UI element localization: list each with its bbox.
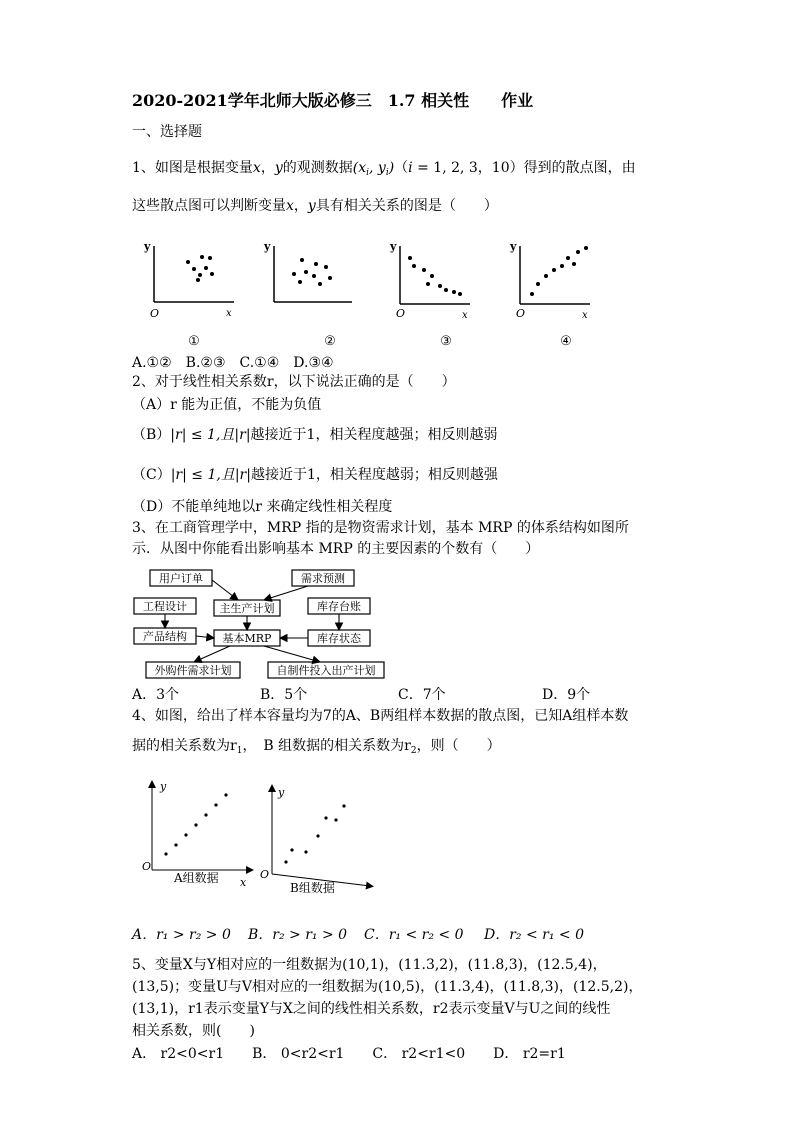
q3-stem-line1: 3、在工商管理学中，MRP 指的是物资需求计划，基本 MRP 的体系结构如图所 [132, 520, 629, 536]
q1-figure-2 [263, 240, 352, 302]
scatter-point [208, 256, 212, 260]
box-label: 基本MRP [222, 632, 272, 645]
box-label: 自制件投入出产计划 [276, 664, 376, 677]
arrow [264, 586, 308, 600]
scatter-point [284, 860, 287, 863]
q4-stem-line1: 4、如图，给出了样本容量均为7的A、B两组样本数据的散点图，已知A组样本数 [132, 708, 629, 724]
caption-a: A组数据 [174, 871, 219, 885]
caption-b: B组数据 [290, 881, 335, 895]
figure-label-1: ① [188, 334, 200, 349]
scatter-point [458, 292, 462, 296]
q4-option-b: B．r₂ > r₁ > 0 [248, 927, 348, 943]
axis-y-label: y [390, 240, 397, 253]
q1-stem-line1: 1、如图是根据变量x，y的观测数据($x_i$, $y_i)(i = 1$, 2, 3，10）得到的散点图，由 [132, 160, 636, 178]
box-label: 需求预测 [301, 572, 345, 585]
q4-stem-line2: 据的相关系数为$r_1$， B 组数据的相关系数为$r_2$，则（ ） [132, 738, 501, 756]
scatter-point [184, 833, 187, 836]
scatter-point [422, 268, 426, 272]
q4-figure-a [142, 780, 250, 889]
scatter-point [576, 250, 580, 254]
scatter-point [164, 852, 167, 855]
scatter-point [192, 267, 196, 271]
scatter-point [174, 843, 177, 846]
arrow [194, 646, 230, 662]
page-title: 2020-2021学年北师大版必修三 1.7 相关性 作业 [132, 91, 534, 110]
q2-stem: 2、对于线性相关系数r，以下说法正确的是（ ） [132, 374, 456, 390]
axis-x-label: x [462, 310, 468, 321]
q5-options: A． r2<0<r1 B． 0<r2<r1 C． r2<r1<0 D． r2=r1 [132, 1046, 566, 1062]
q5-stem-line4: 相关系数，则( ) [132, 1023, 255, 1039]
q3-option-c: C．7个 [398, 687, 446, 703]
q5-stem-line1: 5、变量X与Y相对应的一组数据为(10,1)，(11.3,2)，(11.8,3)，(12.5,4)， [132, 957, 607, 973]
scatter-point [300, 258, 304, 262]
figure-label-2: ② [324, 334, 336, 349]
q3-stem-line2: 示．从图中你能看出影响基本 MRP 的主要因素的个数有（ ） [132, 541, 540, 557]
arrow [212, 580, 238, 600]
q4-option-a: A．r₁ > r₂ > 0 [132, 927, 231, 943]
scatter-point [290, 848, 293, 851]
scatter-point [196, 278, 200, 282]
q2-option-a: （A）r 能为正值，不能为负值 [132, 397, 322, 413]
q1-options: A.①② B.②③ C.①④ D.③④ [132, 355, 334, 371]
axis-y-label: y [264, 240, 271, 253]
scatter-point [334, 818, 337, 821]
section-heading: 一、选择题 [132, 124, 202, 140]
arrow [196, 636, 214, 638]
axis-x-label: x [226, 308, 232, 319]
scatter-point [210, 272, 214, 276]
axis-y-label: y [144, 240, 151, 253]
box-label: 用户订单 [159, 572, 203, 585]
scatter-point [194, 823, 197, 826]
scatter-point [324, 265, 328, 269]
box-label: 工程设计 [143, 600, 187, 613]
scatter-point [304, 850, 307, 853]
scatter-point [566, 256, 570, 260]
scatter-point [214, 803, 217, 806]
scatter-point [224, 793, 227, 796]
scatter-point [318, 282, 322, 286]
box-label: 主生产计划 [219, 602, 275, 615]
q2-option-c: （C）|r| ≤ 1,且|r|越接近于1，相关程度越弱；相反则越强 [132, 467, 498, 483]
q5-stem-line3: (13,1)，r1表示变量Y与X之间的线性相关系数，r2表示变量V与U之间的线性 [132, 1001, 611, 1017]
scatter-point [584, 246, 588, 250]
q1-stem-line2: 这些散点图可以判断变量x，y具有相关关系的图是（ ） [132, 198, 498, 214]
scatter-point [200, 255, 204, 259]
q4-option-d: D．r₂ < r₁ < 0 [484, 927, 585, 943]
origin-label: O [150, 307, 160, 320]
box-label: 外购件需求计划 [154, 664, 232, 677]
scatter-point [530, 292, 534, 296]
scatter-point [314, 262, 318, 266]
scatter-point [438, 284, 442, 288]
q5-stem-line2: (13,5)；变量U与V相对应的一组数据为(10,5)，(11.3,4)，(11.8,3)，(12.5,2)， [132, 979, 643, 995]
q1-scatter-figures [130, 232, 610, 352]
q4-figure-b [260, 786, 370, 895]
scatter-point [328, 276, 332, 280]
q3-option-d: D．9个 [542, 687, 591, 703]
scatter-point [412, 264, 416, 268]
scatter-point [204, 813, 207, 816]
scatter-point [430, 274, 434, 278]
q2-option-b: （B）|r| ≤ 1,且|r|越接近于1，相关程度越强；相反则越弱 [132, 427, 498, 443]
q1-figure-4 [509, 240, 590, 321]
scatter-point [292, 272, 296, 276]
q2-option-d: （D）不能单纯地以r 来确定线性相关程度 [132, 499, 393, 515]
origin-label: O [396, 307, 406, 320]
q1-figure-3 [389, 240, 470, 321]
box-label: 产品结构 [143, 630, 187, 643]
axis-y-label: y [160, 780, 167, 793]
scatter-point [452, 290, 456, 294]
q3-option-b: B．5个 [260, 687, 308, 703]
scatter-point [544, 274, 548, 278]
scatter-point [324, 816, 327, 819]
scatter-point [312, 274, 316, 278]
scatter-point [342, 804, 345, 807]
axis-x-label: x [240, 876, 247, 889]
scatter-point [426, 282, 430, 286]
scatter-point [552, 268, 556, 272]
mrp-diagram [130, 566, 400, 682]
box-label: 库存状态 [317, 632, 361, 645]
q4-option-c: C．r₁ < r₂ < 0 [364, 927, 464, 943]
arrow [264, 646, 320, 662]
scatter-point [572, 262, 576, 266]
origin-label: O [142, 860, 152, 873]
q3-option-a: A．3个 [132, 687, 180, 703]
scatter-point [198, 273, 202, 277]
scatter-point [536, 282, 540, 286]
q1-pair: ($x_i$, $y_i$) [352, 160, 395, 178]
figure-label-3: ③ [440, 334, 452, 349]
scatter-point [186, 260, 190, 264]
origin-label: O [260, 868, 270, 881]
figure-label-4: ④ [560, 334, 572, 349]
axis-x-label: x [582, 310, 588, 321]
axis-y-label: y [278, 786, 285, 799]
q4-scatter-figures [140, 778, 380, 898]
scatter-point [408, 256, 412, 260]
axis-y-label: y [510, 240, 517, 253]
scatter-point [304, 270, 308, 274]
scatter-point [204, 266, 208, 270]
scatter-point [316, 834, 319, 837]
q1-figure-1 [143, 240, 234, 320]
box-label: 库存台账 [317, 600, 361, 613]
scatter-point [298, 280, 302, 284]
scatter-point [560, 264, 564, 268]
origin-label: O [516, 307, 526, 320]
scatter-point [444, 288, 448, 292]
